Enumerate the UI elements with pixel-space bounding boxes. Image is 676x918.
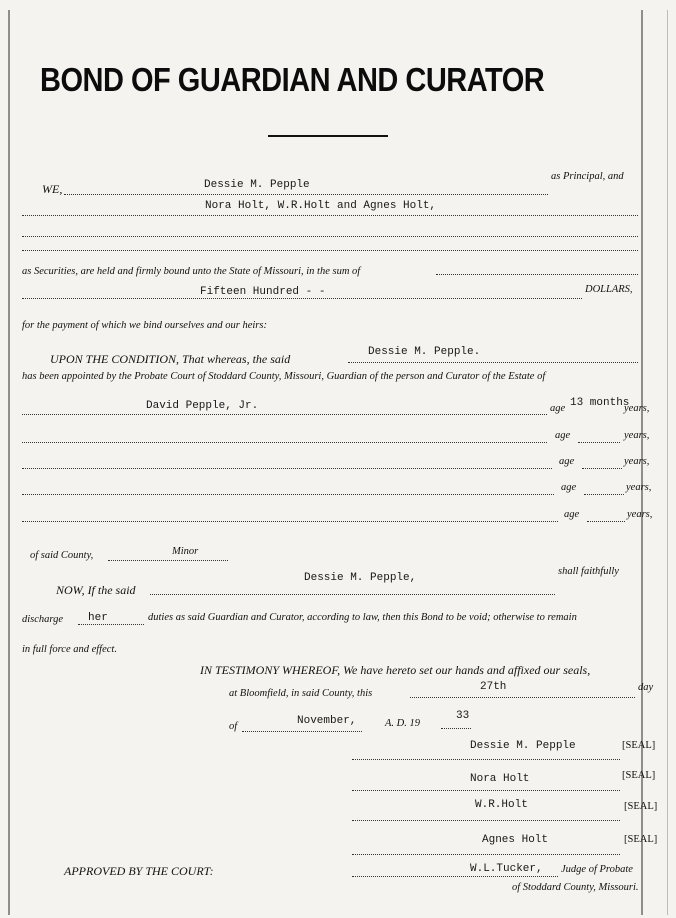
discharge-label: discharge [22, 614, 64, 625]
title-underline [268, 135, 388, 137]
judge-of-probate-label: Judge of Probate [561, 864, 633, 875]
of-label: of [229, 721, 238, 732]
month-value: November, [297, 715, 357, 727]
duties-text: duties as said Guardian and Curator, according to law, then this Bond to be void; otherwise to remain [148, 612, 577, 623]
years-label-1: years, [624, 403, 650, 414]
seal-2: [SEAL] [622, 770, 656, 781]
shall-label: shall faithfully [558, 566, 619, 577]
ward-line-1 [22, 414, 547, 415]
day-line [410, 697, 635, 698]
principal-name: Dessie M. Pepple [204, 179, 310, 191]
signature-line-1 [352, 759, 620, 760]
testimony-text: IN TESTIMONY WHEREOF, We have hereto set our hands and affixed our seals, [200, 663, 591, 677]
sureties-line-2 [22, 236, 638, 237]
ward-name: David Pepple, Jr. [146, 400, 259, 412]
ward-age: 13 months [570, 397, 630, 409]
years-label-2: years, [624, 430, 650, 441]
approved-label: APPROVED BY THE COURT: [64, 864, 214, 878]
dollars-label: DOLLARS, [585, 284, 633, 295]
age-label-5: age [564, 509, 580, 520]
sum-line-2 [22, 298, 582, 299]
of-said-county-label: of said County, [30, 550, 94, 561]
seal-3: [SEAL] [624, 801, 658, 812]
ward-line-2 [22, 442, 547, 443]
status-line [108, 560, 228, 561]
as-principal-label: as Principal, and [551, 171, 624, 182]
sum-amount: Fifteen Hundred - - [200, 286, 326, 298]
now-text: NOW, If the said [56, 583, 136, 597]
condition-text: UPON THE CONDITION, That whereas, the said [50, 352, 291, 366]
years-label-4: years, [626, 482, 652, 493]
now-name: Dessie M. Pepple, [304, 572, 417, 584]
age-line-5 [587, 521, 625, 522]
sureties-line-3 [22, 250, 638, 251]
we-label: WE, [42, 182, 63, 196]
year-line [441, 728, 471, 729]
day-label: day [638, 682, 654, 693]
signature-line-4 [352, 854, 620, 855]
ad-label: A. D. 19 [385, 718, 420, 729]
age-label-2: age [555, 430, 571, 441]
ward-line-5 [22, 521, 558, 522]
said-name: Dessie M. Pepple. [368, 346, 481, 358]
signature-2: Nora Holt [470, 773, 530, 785]
sureties-names: Nora Holt, W.R.Holt and Agnes Holt, [205, 200, 437, 212]
day-value: 27th [480, 681, 507, 693]
said-line [348, 362, 638, 363]
seal-4: [SEAL] [624, 834, 658, 845]
seal-1: [SEAL] [622, 740, 656, 751]
age-line-4 [584, 494, 624, 495]
securities-text: as Securities, are held and firmly bound unto the State of Missouri, in the sum of [22, 266, 361, 277]
now-line [150, 594, 555, 595]
signature-1: Dessie M. Pepple [470, 740, 576, 752]
pronoun-line [78, 624, 144, 625]
status-value: Minor [172, 546, 199, 557]
years-label-3: years, [624, 456, 650, 467]
sureties-line [22, 215, 638, 216]
ward-line-3 [22, 468, 552, 469]
left-border [8, 10, 10, 915]
appointed-text: has been appointed by the Probate Court of Stoddard County, Missouri, Guardian of the person and Curator of the Estate of [22, 371, 546, 382]
year-value: 33 [456, 710, 470, 722]
years-label-5: years, [627, 509, 653, 520]
age-label-4: age [561, 482, 577, 493]
signature-3: W.R.Holt [475, 799, 528, 811]
payment-text: for the payment of which we bind ourselves and our heirs: [22, 320, 267, 331]
stoddard-county-label: of Stoddard County, Missouri. [512, 882, 639, 893]
signature-line-2 [352, 790, 620, 791]
month-line [242, 731, 362, 732]
principal-line [64, 194, 548, 195]
document-title: BOND OF GUARDIAN AND CURATOR [40, 62, 545, 99]
age-label-1: age [550, 403, 566, 414]
right-edge-line [667, 10, 668, 915]
signature-line-3 [352, 820, 620, 821]
full-force-text: in full force and effect. [22, 644, 117, 655]
age-label-3: age [559, 456, 575, 467]
age-line-3 [582, 468, 622, 469]
ward-line-4 [22, 494, 554, 495]
age-line-2 [578, 442, 620, 443]
at-bloomfield-text: at Bloomfield, in said County, this [229, 688, 373, 699]
pronoun-value: her [88, 612, 108, 624]
judge-name: W.L.Tucker, [470, 863, 543, 875]
sum-line-1 [436, 274, 638, 275]
signature-4: Agnes Holt [482, 834, 549, 846]
judge-line [352, 876, 558, 877]
